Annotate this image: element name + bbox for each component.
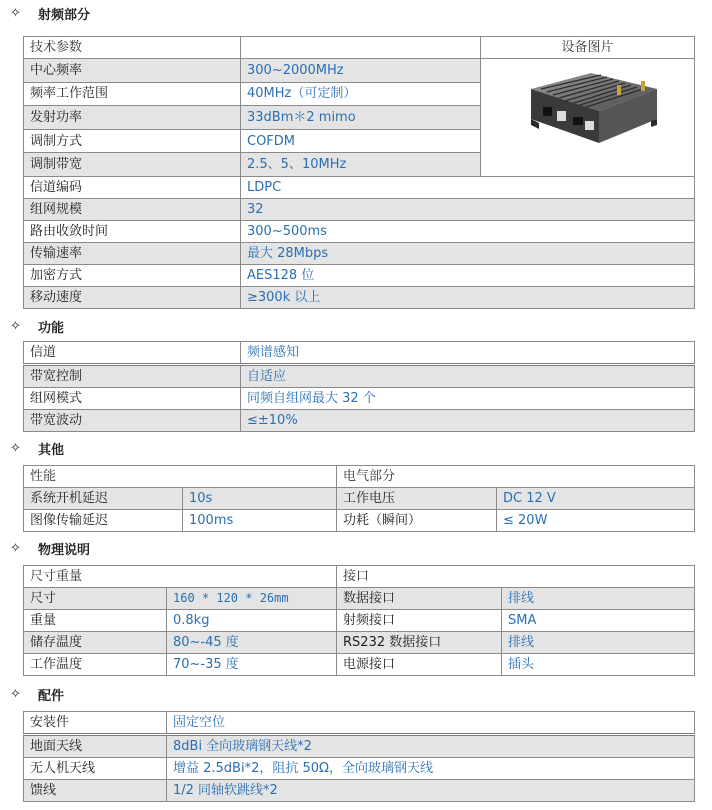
spec-label: 带宽控制 [24,365,241,388]
spec-value: ≥300k 以上 [241,287,695,309]
table-header: 设备图片 [481,37,695,59]
spec-label: 组网规模 [24,199,241,221]
spec-label: 电源接口 [337,654,502,676]
spec-label: 加密方式 [24,265,241,287]
table-header: 尺寸重量 [24,566,337,588]
spec-value: LDPC [241,177,695,199]
spec-value: 最大 28Mbps [241,243,695,265]
spec-label: 储存温度 [24,632,167,654]
spec-value: 32 [241,199,695,221]
section-title: 物理说明 [38,542,91,558]
section-title: 功能 [38,320,65,336]
table-header: 电气部分 [337,466,695,488]
spec-label: RS232 数据接口 [337,632,502,654]
spec-value: COFDM [241,129,481,153]
spec-label: 馈线 [24,780,167,802]
spec-value: 80~-45 度 [167,632,337,654]
section-func-heading [10,316,64,336]
spec-value: 8dBi 全向玻璃钢天线*2 [167,735,695,758]
spec-label: 尺寸 [24,588,167,610]
spec-value: ≤ 20W [497,510,695,532]
spec-label: 频率工作范围 [24,82,241,106]
spec-label: 发射功率 [24,106,241,130]
spec-value: 160 * 120 * 26mm [167,588,337,610]
section-title: 配件 [38,688,65,704]
diamond-bullet-icon: ✧ [10,686,21,702]
spec-value: 33dBm＊2 mimo [241,106,481,130]
diamond-bullet-icon: ✧ [10,440,21,456]
spec-label: 传输速率 [24,243,241,265]
spec-label: 移动速度 [24,287,241,309]
device-picture-cell [481,59,695,177]
spec-label: 地面天线 [24,735,167,758]
spec-value: 2.5、5、10MHz [241,153,481,177]
spec-label: 调制方式 [24,129,241,153]
spec-value: 70~-35 度 [167,654,337,676]
spec-label: 中心频率 [24,59,241,83]
spec-label: 组网模式 [24,388,241,410]
spec-value: 固定空位 [167,712,695,735]
spec-label: 功耗（瞬间） [337,510,497,532]
spec-label: 系统开机延迟 [24,488,183,510]
spec-value: 10s [183,488,337,510]
spec-value: ≤±10% [241,410,695,432]
spec-label: 带宽波动 [24,410,241,432]
spec-label: 重量 [24,610,167,632]
spec-label: 数据接口 [337,588,502,610]
table-header: 性能 [24,466,337,488]
section-acc-heading [10,684,64,704]
section-title: 射频部分 [38,7,91,23]
spec-value: 自适应 [241,365,695,388]
spec-value: 100ms [183,510,337,532]
diamond-bullet-icon: ✧ [10,5,21,21]
device-image [481,59,695,169]
rf-spec-table [23,36,695,309]
spec-label: 路由收敛时间 [24,221,241,243]
spec-value: 排线 [502,588,695,610]
function-table [23,341,695,432]
section-title: 其他 [38,442,65,458]
spec-value: 排线 [502,632,695,654]
spec-value: 同频自组网最大 32 个 [241,388,695,410]
section-phys-heading [10,538,90,558]
other-table [23,465,695,532]
spec-value: 0.8kg [167,610,337,632]
spec-label: 图像传输延迟 [24,510,183,532]
spec-value: 插头 [502,654,695,676]
spec-value: AES128 位 [241,265,695,287]
spec-value: 增益 2.5dBi*2，阻抗 50Ω，全向玻璃钢天线 [167,758,695,780]
physical-table [23,565,695,676]
spec-label: 调制带宽 [24,153,241,177]
spec-label: 信道 [24,342,241,365]
section-other-heading [10,438,64,458]
spec-label: 信道编码 [24,177,241,199]
diamond-bullet-icon: ✧ [10,318,21,334]
spec-label: 工作温度 [24,654,167,676]
table-header: 接口 [337,566,695,588]
spec-label: 安装件 [24,712,167,735]
spec-value: 1/2 同轴软跳线*2 [167,780,695,802]
spec-label: 无人机天线 [24,758,167,780]
spec-label: 工作电压 [337,488,497,510]
spec-value: 300~2000MHz [241,59,481,83]
spec-value: 40MHz（可定制） [241,82,481,106]
spec-label: 射频接口 [337,610,502,632]
diamond-bullet-icon: ✧ [10,540,21,556]
spec-value: DC 12 V [497,488,695,510]
spec-value: 频谱感知 [241,342,695,365]
spec-value: 300~500ms [241,221,695,243]
section-rf-heading [10,3,90,23]
spec-value: SMA [502,610,695,632]
table-header: 技术参数 [24,37,241,59]
accessories-table [23,711,695,802]
